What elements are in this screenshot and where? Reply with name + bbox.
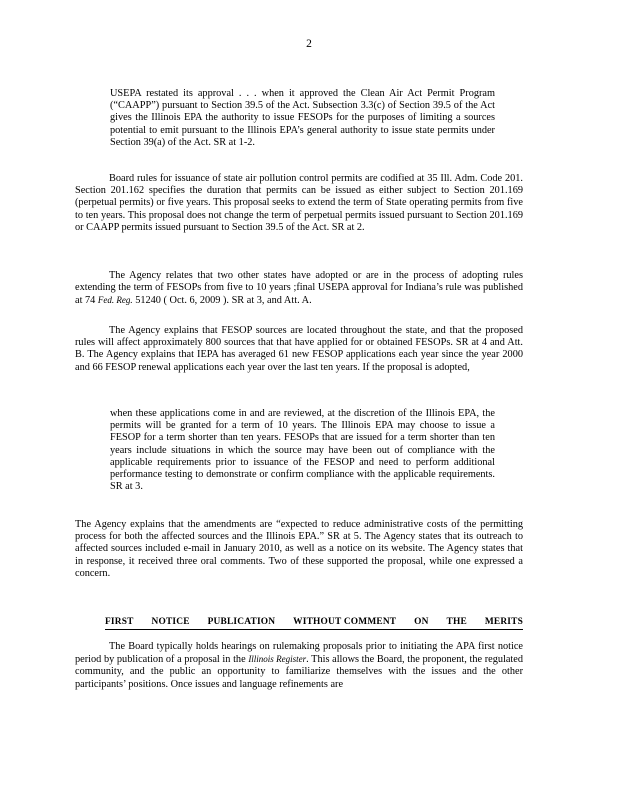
heading-word: FIRST	[105, 617, 134, 627]
heading-underline	[105, 629, 523, 630]
paragraph-other-states-text-end: 51240 ( Oct. 6, 2009 ). SR at 3, and Att. A.	[132, 295, 312, 307]
heading-word: WITHOUT COMMENT	[293, 617, 397, 627]
heading-word: THE	[446, 617, 467, 627]
paragraph-other-states	[75, 270, 523, 308]
paragraph-hearings	[75, 641, 523, 691]
illinois-register-citation: Illinois Register	[248, 654, 307, 665]
heading-word: ON	[414, 617, 429, 627]
paragraph-board-rules: Board rules for issuance of state air pollution control permits are codified at 35 Ill. Adm. Code 201. Section 201.162 specifies the duration that permits can be issued as either subject to Section 201.169 (perpetual permits) or five years. This proposal seeks to extend the term of State operating permits from five to ten years. This proposal does not change the term of perpetual permits issued pursuant to Section 201.169 or CAAPP permits issued pursuant to Section 39.5 of the Act. SR at 2.	[75, 173, 523, 233]
heading-word: PUBLICATION	[207, 617, 276, 627]
paragraph-hearings-text-end: . This allows the Board, the proponent, the regulated community, and the public an opportunity to familiarize themselves with the issues and the other participants’ positions. Once issues and language refinements are	[75, 654, 524, 690]
paragraph-fesop-sources: The Agency explains that FESOP sources are located throughout the state, and that the proposed rules will affect approximately 800 sources that that have applied for or obtained FESOPs. SR at 4 and Att. B. The Agency explains that IEPA has averaged 61 new FESOP applications each year since the year 2000 and 66 FESOP renewal applications each year over the last ten years. If the proposal is adopted,	[75, 325, 523, 373]
block-quote-usepa: USEPA restated its approval . . . when it approved the Clean Air Act Permit Program (“CAAPP”) pursuant to Section 39.5 of the Act. Subsection 3.3(c) of Section 39.5 of the Act gives the Illinois EPA the authority to issue FESOPs for the purposes of limiting a sources potential to emit pursuant to the Illinois EPA’s general authority to issue state permits under Section 39(a) of the Act. SR at 1-2.	[110, 88, 495, 148]
block-quote-applications: when these applications come in and are reviewed, at the discretion of the Illinois EPA, the permits will be granted for a term of 10 years. The Illinois EPA may choose to issue a FESOP for a term shorter than ten years. FESOPs that are issued for a term shorter than ten years include situations in which the source may have been out of compliance with the applicable requirements prior to issuance of the FESOP and need to perform additional performance testing to demonstrate or confirm compliance with the applicable requirements. SR at 3.	[110, 408, 495, 493]
section-heading	[105, 617, 523, 627]
federal-register-citation: Fed. Reg.	[97, 295, 133, 306]
heading-word: MERITS	[484, 617, 523, 627]
heading-word: NOTICE	[151, 617, 190, 627]
paragraph-hearings-text: The Board typically holds hearings on rulemaking proposals prior to initiating the APA first notice period by publication of a proposal in the	[75, 641, 523, 666]
page-number: 2	[306, 38, 312, 50]
paragraph-amendments: The Agency explains that the amendments are “expected to reduce administrative costs of the permitting process for both the affected sources and the Illinois EPA.” SR at 5. The Agency states that its outreach to affected sources included e-mail in January 2010, as well as a notice on its website. The Agency states that in response, it received three oral comments. Two of these supported the proposal, while one expressed a concern.	[75, 519, 523, 579]
paragraph-other-states-text: The Agency relates that two other states have adopted or are in the process of adopting rules extending the term of FESOPs from five to 10 years ;final USEPA approval for Indiana’s rule was published at 74	[75, 270, 523, 307]
